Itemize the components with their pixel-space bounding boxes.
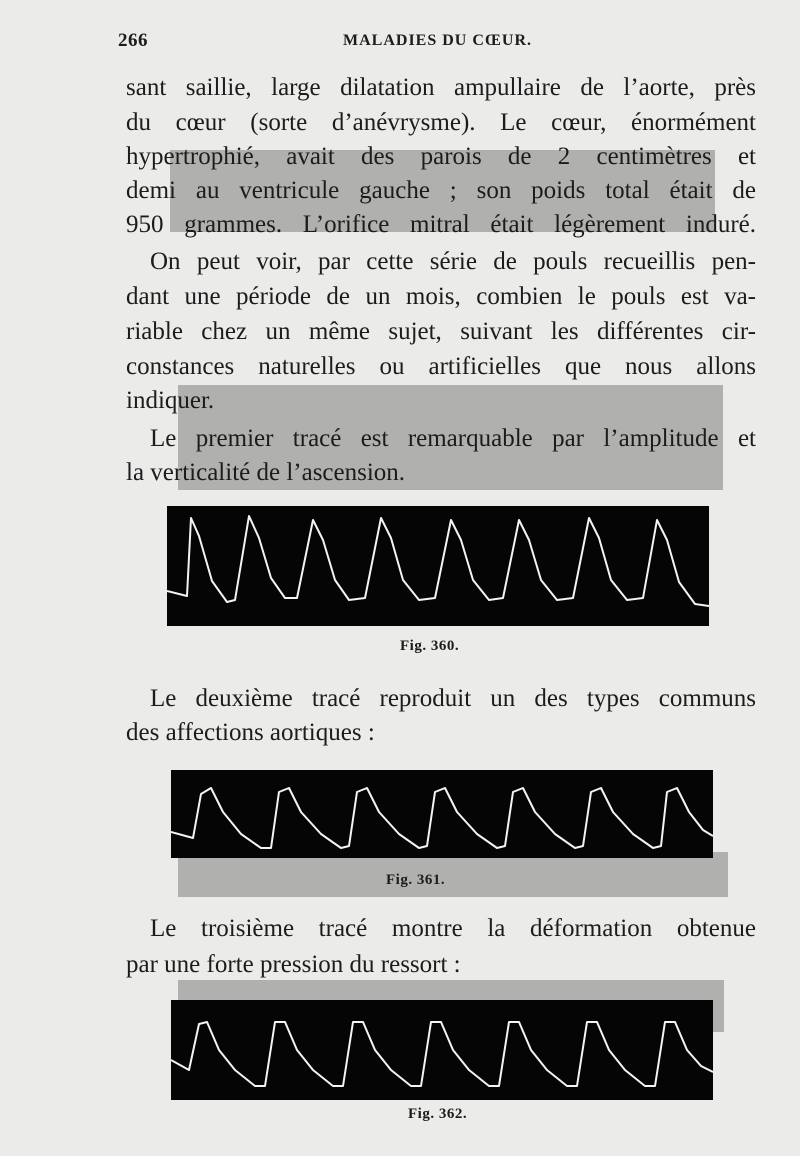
text-line: la verticalité de l’ascension.	[126, 459, 406, 486]
text-line: hypertrophié, avait des parois de 2 centimètres et	[126, 143, 756, 170]
text-line: riable chez un même sujet, suivant les différentes cir-	[126, 318, 756, 345]
text-line: du cœur (sorte d’anévrysme). Le cœur, énormément	[126, 109, 756, 136]
text-line: 950 grammes. L’orifice mitral était légèrement induré.	[126, 211, 756, 238]
running-title: MALADIES DU CŒUR.	[343, 32, 533, 49]
figure-caption: Fig. 362.	[408, 1106, 468, 1122]
page-header	[118, 30, 758, 56]
text-line: dant une période de un mois, combien le pouls est va-	[126, 283, 756, 310]
pulse-trace-fig-361	[171, 770, 713, 858]
text-line: constances naturelles ou artificielles que nous allons	[126, 353, 756, 380]
text-line: sant saillie, large dilatation ampullaire de l’aorte, près	[126, 74, 756, 101]
pulse-trace-fig-362	[171, 1000, 713, 1100]
text-line: On peut voir, par cette série de pouls recueillis pen-	[150, 248, 756, 275]
text-line: Le troisième tracé montre la déformation obtenue	[150, 915, 756, 942]
page-number: 266	[118, 30, 148, 51]
text-line: des affections aortiques :	[126, 719, 375, 746]
text-line: par une forte pression du ressort :	[126, 951, 461, 978]
text-line: indiquer.	[126, 387, 215, 414]
figure-caption: Fig. 360.	[400, 638, 460, 654]
text-line: Le premier tracé est remarquable par l’amplitude et	[150, 425, 756, 452]
figure-caption: Fig. 361.	[386, 872, 446, 888]
text-line: Le deuxième tracé reproduit un des types communs	[150, 685, 756, 712]
show-through-band	[178, 852, 728, 897]
pulse-trace-fig-360	[167, 506, 709, 626]
text-line: demi au ventricule gauche ; son poids total était de	[126, 177, 756, 204]
